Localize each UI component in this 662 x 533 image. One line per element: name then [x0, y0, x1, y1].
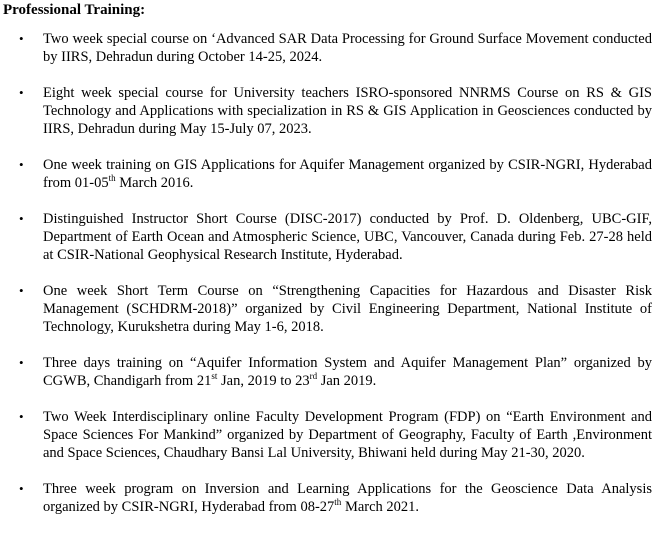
ordinal-suffix: th — [108, 173, 116, 184]
ordinal-suffix: th — [334, 497, 342, 508]
training-list — [3, 30, 652, 516]
bullet-icon: • — [19, 283, 24, 298]
training-text: Jan, 2019 to 23 — [217, 373, 310, 389]
training-text: Two Week Interdisciplinary online Faculty Development Program (FDP) on “Earth Environment and Space Sciences For Mankind” organized by Department of Geography, Faculty of Earth ,Environment and Space Sciences, Chaudhary Bansi Lal University, Bhiwani held during May 21-30, 2020. — [43, 409, 652, 461]
training-item — [3, 480, 652, 516]
bullet-icon: • — [19, 85, 24, 100]
training-text: Three days training on “Aquifer Information System and Aquifer Management Plan” organized by CGWB, Chandigarh from 21 — [43, 355, 652, 389]
training-item — [3, 282, 652, 336]
training-text: Two week special course on ‘Advanced SAR Data Processing for Ground Surface Movement conducted by IIRS, Dehradun during October 14-25, 2024. — [43, 31, 652, 65]
training-item — [3, 210, 652, 264]
ordinal-suffix: st — [211, 371, 218, 382]
training-text: Jan 2019. — [317, 373, 377, 389]
training-text: Distinguished Instructor Short Course (DISC-2017) conducted by Prof. D. Oldenberg, UBC-GIF, Department of Earth Ocean and Atmospheric Science, UBC, Vancouver, Canada during Feb. 27-28 held at CSIR-National Geophysical Research Institute, Hyderabad. — [43, 211, 652, 263]
training-item — [3, 408, 652, 462]
training-item — [3, 30, 652, 66]
ordinal-suffix: rd — [309, 371, 318, 382]
training-text: March 2021. — [341, 499, 420, 515]
training-text: One week Short Term Course on “Strengthening Capacities for Hazardous and Disaster Risk Management (SCHDRM-2018)” organized by Civil Engineering Department, National Institute of Technology, Kurukshetra during May 1-6, 2018. — [43, 283, 652, 335]
training-text: Eight week special course for University teachers ISRO-sponsored NNRMS Course on RS & GIS Technology and Applications with specialization in RS & GIS Application in Geosciences conducted by IIRS, Dehradun during May 15-July 07, 2023. — [43, 85, 652, 137]
bullet-icon: • — [19, 481, 24, 496]
bullet-icon: • — [19, 31, 24, 46]
training-item — [3, 354, 652, 390]
training-item — [3, 84, 652, 138]
bullet-icon: • — [19, 409, 24, 424]
training-text: Three week program on Inversion and Learning Applications for the Geoscience Data Analysis organized by CSIR-NGRI, Hyderabad from 08-27 — [43, 481, 652, 515]
training-text: One week training on GIS Applications for Aquifer Management organized by CSIR-NGRI, Hyderabad from 01-05 — [43, 157, 652, 191]
section-heading: Professional Training: — [3, 2, 146, 18]
training-text: March 2016. — [115, 175, 194, 191]
training-item — [3, 156, 652, 192]
bullet-icon: • — [19, 157, 24, 172]
bullet-icon: • — [19, 355, 24, 370]
bullet-icon: • — [19, 211, 24, 226]
